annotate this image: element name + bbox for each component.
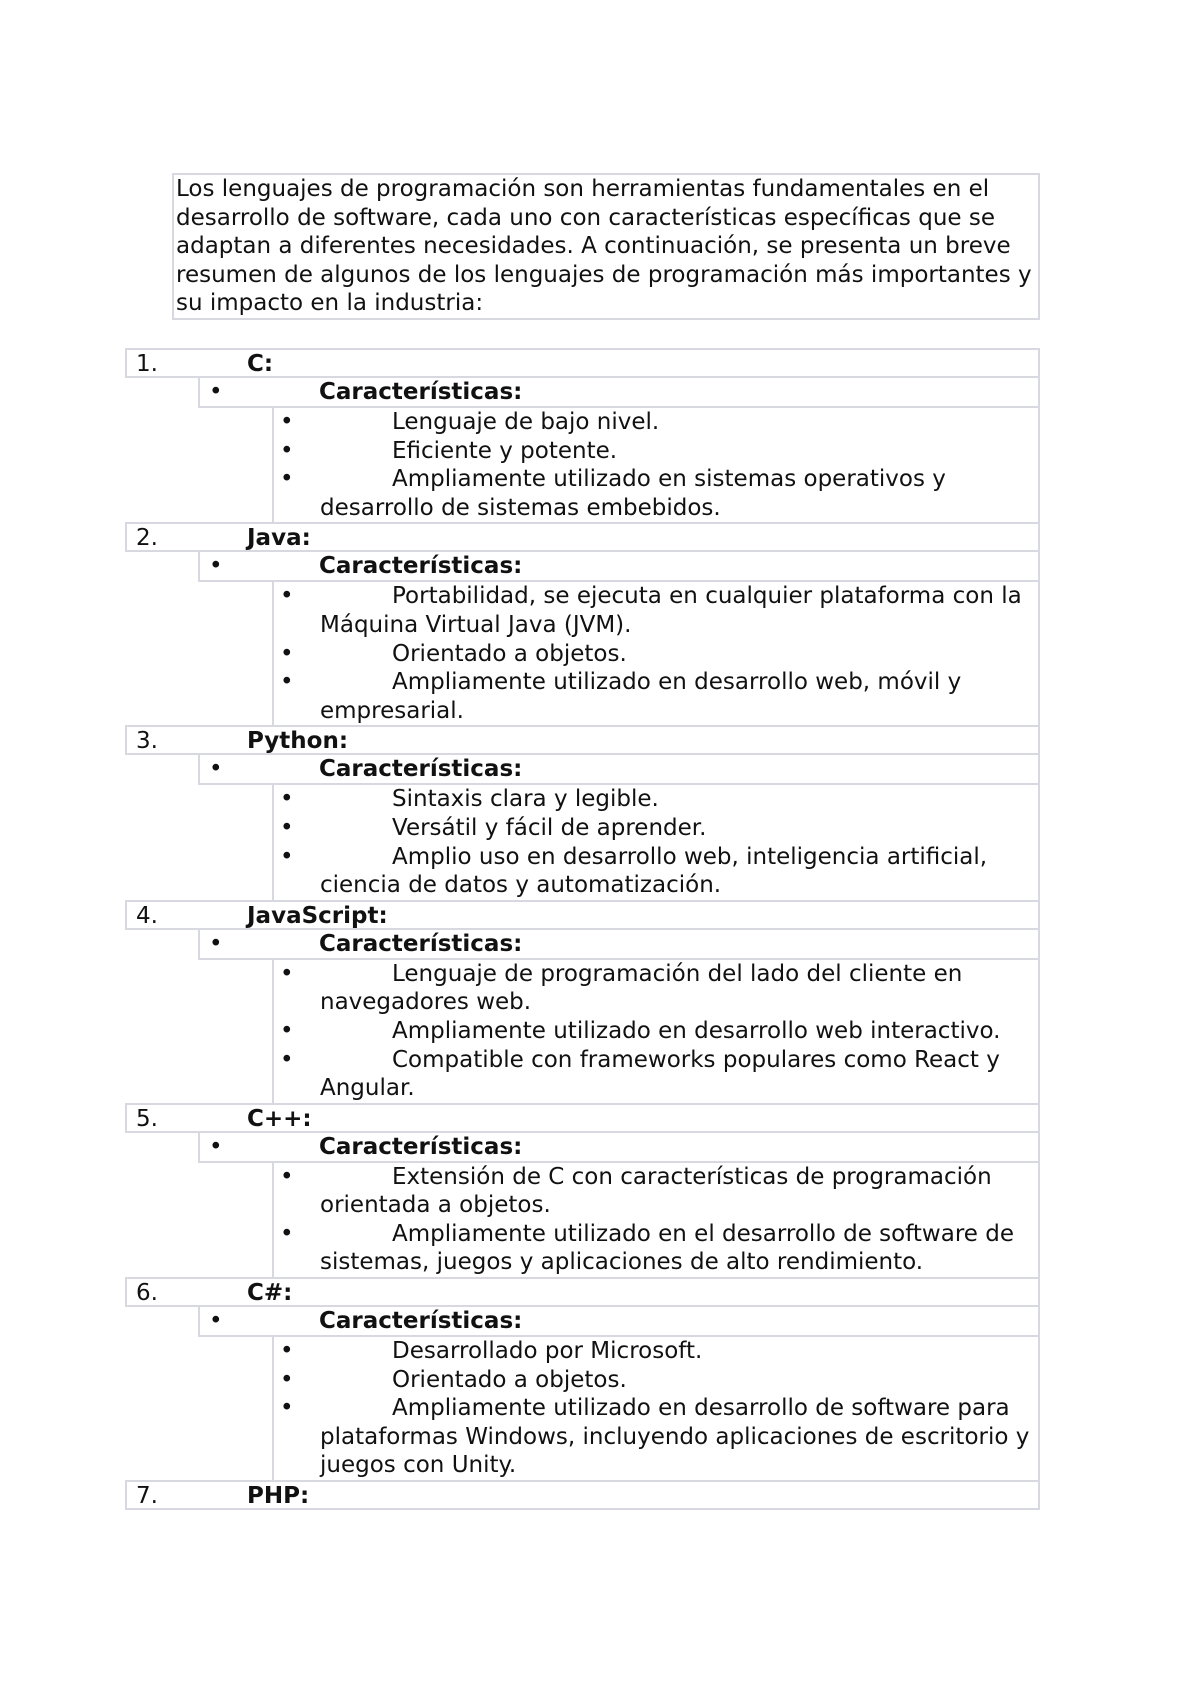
features-label: Características: <box>319 756 523 783</box>
feature-points <box>272 1163 1040 1277</box>
features-label: Características: <box>319 1308 523 1335</box>
bullet-icon: • <box>209 930 223 957</box>
bullet-icon: • <box>209 553 223 580</box>
features-heading-row <box>198 1133 1040 1163</box>
features-label: Características: <box>319 553 523 580</box>
list-number: 5. <box>136 1105 158 1132</box>
feature-points <box>272 960 1040 1103</box>
bullet-icon: • <box>209 1308 223 1335</box>
list-number: 4. <box>136 902 158 929</box>
features-label: Características: <box>319 379 523 405</box>
bullet-icon: • <box>209 756 223 783</box>
feature-point: • Eficiente y potente. <box>274 437 1038 466</box>
language-name: Python: <box>247 728 349 755</box>
feature-point: • Lenguaje de bajo nivel. <box>274 408 1038 437</box>
language-heading-row <box>125 522 1040 552</box>
feature-point: • Extensión de C con características de programación orientada a objetos. <box>274 1163 1038 1220</box>
feature-point: • Ampliamente utilizado en el desarrollo de software de sistemas, juegos y aplicaciones de alto rendimiento. <box>274 1220 1038 1277</box>
feature-point: • Lenguaje de programación del lado del cliente en navegadores web. <box>274 960 1038 1017</box>
feature-point: • Ampliamente utilizado en sistemas operativos y desarrollo de sistemas embebidos. <box>274 465 1038 522</box>
list-number: 2. <box>136 525 158 552</box>
language-heading-row <box>125 1103 1040 1133</box>
features-heading-row <box>198 1307 1040 1337</box>
language-heading-row <box>125 348 1040 378</box>
feature-point: • Amplio uso en desarrollo web, inteligencia artificial, ciencia de datos y automatización. <box>274 843 1038 900</box>
feature-points <box>272 785 1040 899</box>
language-name: C: <box>247 351 274 377</box>
features-heading-row <box>198 755 1040 785</box>
feature-point: • Compatible con frameworks populares como React y Angular. <box>274 1046 1038 1103</box>
language-heading-row <box>125 900 1040 930</box>
feature-point: • Ampliamente utilizado en desarrollo de software para plataformas Windows, incluyendo aplicaciones de escritorio y juegos con Unity. <box>274 1394 1038 1480</box>
language-name: JavaScript: <box>247 902 388 929</box>
bullet-icon: • <box>209 379 223 405</box>
list-number: 7. <box>136 1483 158 1510</box>
language-heading-row <box>125 1480 1040 1510</box>
feature-point: • Orientado a objetos. <box>274 640 1038 669</box>
features-heading-row <box>198 930 1040 960</box>
feature-point: • Ampliamente utilizado en desarrollo web, móvil y empresarial. <box>274 668 1038 725</box>
language-name: C#: <box>247 1280 293 1307</box>
language-name: Java: <box>247 525 311 552</box>
feature-point: • Orientado a objetos. <box>274 1366 1038 1395</box>
intro-paragraph: Los lenguajes de programación son herramientas fundamentales en el desarrollo de software, cada uno con características específicas que se adaptan a diferentes necesidades. A continuación, se presenta un breve resumen de algunos de los lenguajes de programación más importantes y su impacto en la industria: <box>172 173 1040 320</box>
bullet-icon: • <box>209 1133 223 1160</box>
list-number: 3. <box>136 728 158 755</box>
language-list <box>0 348 1200 1510</box>
feature-point: • Sintaxis clara y legible. <box>274 785 1038 814</box>
language-heading-row <box>125 725 1040 755</box>
features-label: Características: <box>319 930 523 957</box>
feature-points <box>272 582 1040 725</box>
language-name: C++: <box>247 1105 312 1132</box>
feature-point: • Versátil y fácil de aprender. <box>274 814 1038 843</box>
list-number: 6. <box>136 1280 158 1307</box>
features-heading-row <box>198 552 1040 582</box>
list-number: 1. <box>136 351 158 377</box>
language-name: PHP: <box>247 1483 310 1510</box>
features-label: Características: <box>319 1133 523 1160</box>
feature-point: • Desarrollado por Microsoft. <box>274 1337 1038 1366</box>
feature-points <box>272 1337 1040 1480</box>
features-heading-row <box>198 378 1040 408</box>
feature-points <box>272 408 1040 522</box>
language-heading-row <box>125 1277 1040 1307</box>
feature-point: • Ampliamente utilizado en desarrollo web interactivo. <box>274 1017 1038 1046</box>
feature-point: • Portabilidad, se ejecuta en cualquier plataforma con la Máquina Virtual Java (JVM). <box>274 582 1038 639</box>
